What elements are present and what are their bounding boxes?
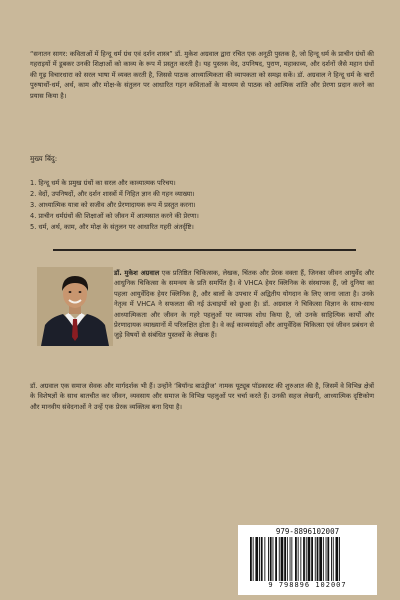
divider	[53, 249, 356, 251]
isbn-digits: 9 798896 102007	[268, 581, 347, 589]
author-bio	[30, 268, 374, 348]
points-heading: मुख्य बिंदु:	[30, 154, 58, 163]
list-item: 4. प्राचीन धर्मग्रंथों की शिक्षाओं को जीवन में आत्मसात करने की प्रेरणा।	[30, 212, 199, 220]
author-about: डॉ. अग्रवाल एक समाज सेवक और मार्गदर्शक भी हैं। उन्होंने ‘बियॉन्ड बाउंड्रीज’ नामक यूट्यूब पॉडकास्ट की शुरुआत की है, जिसमें वे विभिन्न क्षेत्रों के विशेषज्ञों के साथ बातचीत कर जीवन, व्यवसाय और समाज के विभिन्न पहलुओं पर चर्चा करते हैं। उनकी सहज लेखनी, आध्यात्मिक दृष्टिकोण और मानवीय संवेदनाओं ने उन्हें एक प्रेरक व्यक्तित्व बना दिया है।	[30, 382, 374, 411]
isbn-number: 979-8896102007	[275, 527, 340, 536]
list-item: 3. आध्यात्मिक यात्रा को सजीव और प्रेरणादायक रूप में प्रस्तुत करना।	[30, 201, 196, 209]
author-bio-text: एक प्रतिष्ठित चिकित्सक, लेखक, चिंतक और प्रेरक वक्ता हैं, जिनका जीवन आयुर्वेद और आधुनिक चिकित्सा के समन्वय के प्रति समर्पित है। वे VHCA हेयर क्लिनिक के संस्थापक हैं, जो दुनिया का पहला आयुर्वेदिक हेयर क्लिनिक है, और बालों के उपचार में अद्वितीय योगदान के लिए जाना जाता है। उनके नेतृत्व में VHCA ने सफलता की नई ऊंचाइयों को छुआ है। डॉ. अग्रवाल ने चिकित्सा विज्ञान के साथ-साथ आध्यात्मिकता और जीवन के गहरे पहलुओं पर व्यापक शोध किया है, जो उनके साहित्यिक कार्यों और प्रेरणादायक व्याख्यानों में परिलक्षित होता है। वे कई काव्यसंग्रहों और आयुर्वेदिक चिकित्सा एवं जीवन प्रबंधन से जुड़े विषयों से संबंधित पुस्तकों के लेखक हैं।	[114, 269, 374, 340]
list-item: 5. धर्म, अर्थ, काम, और मोक्ष के संतुलन पर आधारित गहरी अंतर्दृष्टि।	[30, 223, 194, 231]
list-item: 1. हिन्दू धर्म के प्रमुख ग्रंथों का सरल और काव्यात्मक परिचय।	[30, 179, 176, 187]
isbn-barcode	[238, 525, 377, 595]
barcode-bars-icon	[250, 537, 365, 581]
list-item: 2. वेदों, उपनिषदों, और दर्शन शास्त्रों में निहित ज्ञान की गहन व्याख्या।	[30, 190, 195, 198]
author-name: डॉ. मुकेश अग्रवाल	[114, 269, 160, 277]
book-description: “सनातन सागर: कविताओं में हिन्दू धर्म ग्रंथ एवं दर्शन शास्त्र” डॉ. मुकेश अग्रवाल द्वारा रचित एक अनूठी पुस्तक है, जो हिन्दू धर्म के प्राचीन ग्रंथों की गहराइयों में डूबकर उनकी शिक्षाओं को काव्य के रूप में प्रस्तुत करती है। यह पुस्तक वेद, उपनिषद, पुराण, महाकाव्य, और दर्शनों जैसे महान ग्रंथों की गूढ़ विचारधारा को सरल भाषा में व्यक्त करती है, जिससे पाठक आध्यात्मिकता की व्यापकता को समझ सकें। डॉ. अग्रवाल ने हिन्दू धर्म के चारों पुरुषार्थों-धर्म, अर्थ, काम और मोक्ष-के संतुलन पर आधारित गहन कविताओं के माध्यम से पाठक को आत्मिक शांति और प्रेरणा प्रदान करने का प्रयास किया है।	[30, 50, 374, 100]
points-list	[30, 178, 374, 233]
